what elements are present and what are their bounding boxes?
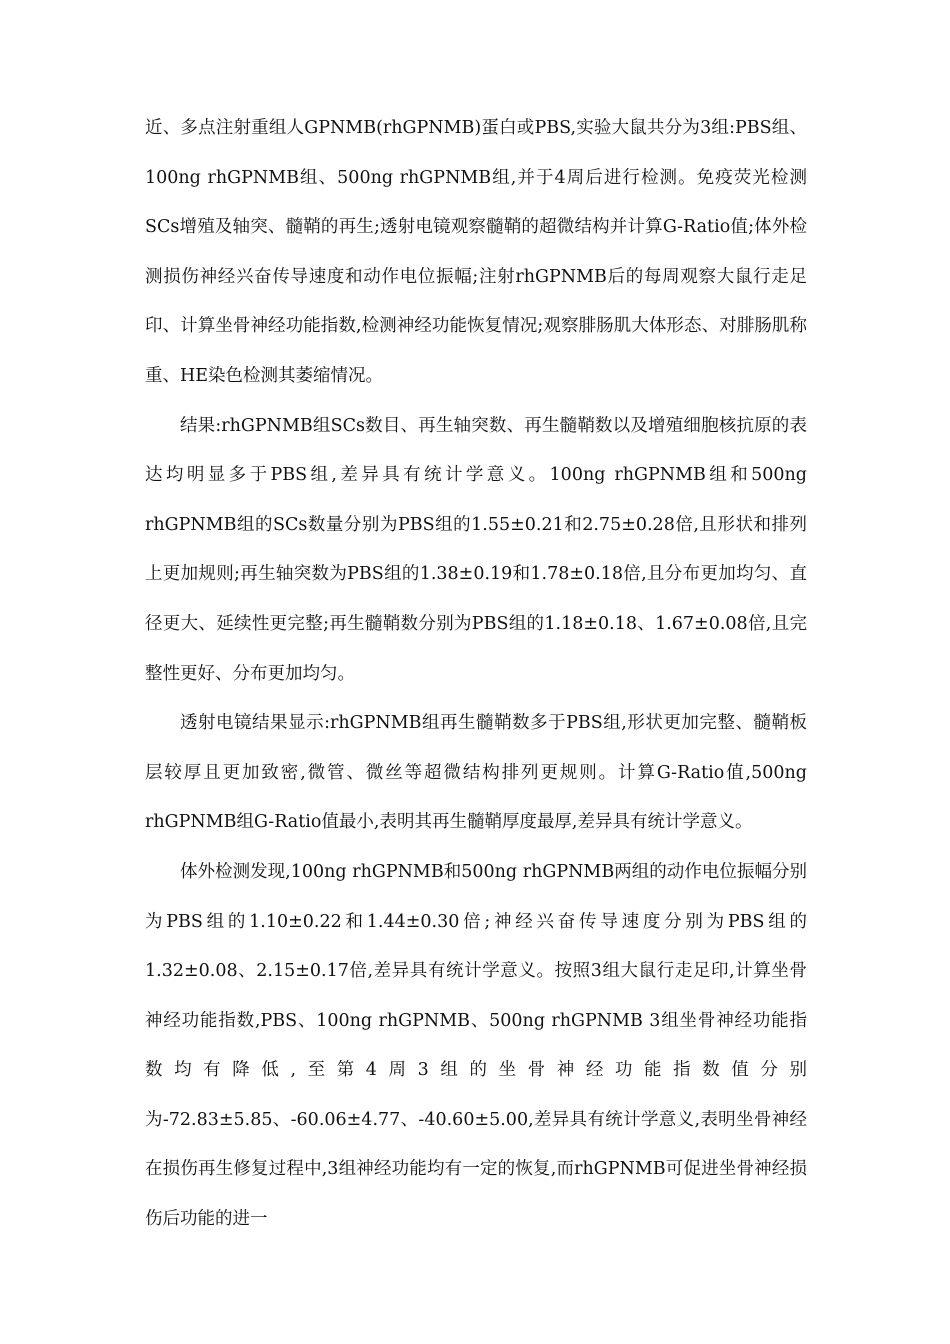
paragraph-results-tem: 透射电镜结果显示:rhGPNMB组再生髓鞘数多于PBS组,形状更加完整、髓鞘板层较厚且更加致密,微管、微丝等超微结构排列更规则。计算G-Ratio值,500ng rhGPNMB组G-Ratio值最小,表明其再生髓鞘厚度最厚,差异具有统计学意义。 [145, 713, 807, 833]
paragraph-methods-continued: 近、多点注射重组人GPNMB(rhGPNMB)蛋白或PBS,实验大鼠共分为3组:PBS组、100ng rhGPNMB组、500ng rhGPNMB组,并于4周后进行检测。免疫荧光检测SCs增殖及轴突、髓鞘的再生;透射电镜观察髓鞘的超微结构并计算G-Ratio值;体外检测损伤神经兴奋传导速度和动作电位振幅;注射rhGPNMB后的每周观察大鼠行走足印、计算坐骨神经功能指数,检测神经功能恢复情况;观察腓肠肌大体形态、对腓肠肌称重、HE染色检测其萎缩情况。 [145, 118, 807, 386]
paragraph-results-electrophysiology: 体外检测发现,100ng rhGPNMB和500ng rhGPNMB两组的动作电位振幅分别为PBS组的1.10±0.22和1.44±0.30倍;神经兴奋传导速度分别为PBS组的1.32±0.08、2.15±0.17倍,差异具有统计学意义。按照3组大鼠行走足印,计算坐骨神经功能指数,PBS、100ng rhGPNMB、500ng rhGPNMB 3组坐骨神经功能指数均有降低,至第4周3组的坐骨神经功能指数值分别为-72.83±5.85、-60.06±4.77、-40.60±5.00,差异具有统计学意义,表明坐骨神经在损伤再生修复过程中,3组神经功能均有一定的恢复,而rhGPNMB可促进坐骨神经损伤后功能的进一 [145, 861, 807, 1230]
paragraph-results-cell-counts: 结果:rhGPNMB组SCs数目、再生轴突数、再生髓鞘数以及增殖细胞核抗原的表达均明显多于PBS组,差异具有统计学意义。100ng rhGPNMB组和500ng rhGPNMB组的SCs数量分别为PBS组的1.55±0.21和2.75±0.28倍,且形状和排列上更加规则;再生轴突数为PBS组的1.38±0.19和1.78±0.18倍,且分布更加均匀、直径更大、延续性更完整;再生髓鞘数分别为PBS组的1.18±0.18、1.67±0.08倍,且完整性更好、分布更加均匀。 [145, 415, 807, 684]
document-body [145, 104, 807, 1245]
